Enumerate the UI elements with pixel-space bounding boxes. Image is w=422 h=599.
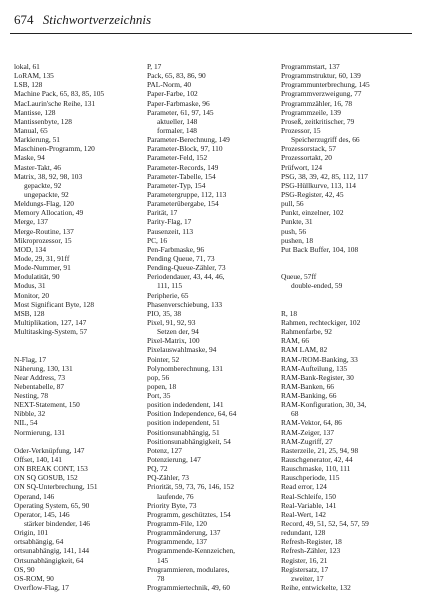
index-entry: RAM-Aufteilung, 135 — [281, 363, 348, 373]
index-entry: Parameter-Records, 149 — [147, 162, 219, 172]
index-entry: gepackte, 92 — [24, 180, 62, 190]
index-entry: Rahmenfarbe, 92 — [281, 327, 332, 337]
index-entry: Position Independence, 64, 64 — [147, 409, 237, 419]
index-entry: Potenz, 127 — [147, 445, 182, 455]
index-entry: Overflow-Flag, 17 — [14, 583, 70, 593]
index-entry: Modus, 31 — [14, 281, 46, 291]
index-entry: RAM-Zugriff, 27 — [281, 436, 333, 446]
index-entry: zweiter, 17 — [291, 573, 324, 583]
index-entry: PAL-Norm, 40 — [147, 80, 192, 90]
index-entry: Positionsunabhängigkeit, 54 — [147, 436, 231, 446]
index-entry: ungepackte, 92 — [24, 189, 69, 199]
index-entry: Mantisse, 128 — [14, 107, 56, 117]
index-entry: Pixelauswahlmaske, 94 — [147, 345, 217, 355]
index-entry: redundant, 128 — [281, 528, 326, 538]
index-entry: Parity-Flag, 17 — [147, 217, 192, 227]
index-entry: Programm, geschütztes, 154 — [147, 509, 231, 519]
index-entry: PSG-Register, 42, 45 — [281, 189, 344, 199]
index-entry: Parameter, 61, 97, 145 — [147, 107, 214, 117]
index-entry: Multiplikation, 127, 147 — [14, 317, 87, 327]
index-entry: Memory Allocation, 49 — [14, 208, 84, 218]
index-entry: Setzen der, 94 — [157, 327, 199, 337]
index-entry: Positionsunabhängig, 51 — [147, 427, 220, 437]
index-entry: Oder-Verknüpfung, 147 — [14, 445, 85, 455]
index-entry: Speicherzugriff des, 66 — [291, 135, 360, 145]
index-entry: formaler, 148 — [157, 125, 197, 135]
index-entry: aktueller, 148 — [157, 116, 198, 126]
index-spacer — [14, 345, 144, 354]
index-entry: Most Significant Byte, 128 — [14, 299, 95, 309]
index-column-3 — [281, 62, 411, 592]
index-spacer — [14, 336, 144, 345]
index-entry: PC, 16 — [147, 235, 168, 245]
index-entry: Register, 16, 21 — [281, 555, 328, 565]
index-entry: Port, 35 — [147, 391, 171, 401]
index-entry: Polynomberechnung, 131 — [147, 363, 223, 373]
index-entry: Mode-Nummer, 91 — [14, 263, 71, 273]
index-entry: MOD, 134 — [14, 244, 47, 254]
index-column-2 — [147, 62, 277, 592]
index-spacer — [14, 437, 144, 446]
index-entry: Proseß, zeitkritischer, 79 — [281, 116, 355, 126]
index-entry: Nibble, 32 — [14, 409, 46, 419]
page-number: 674 — [14, 12, 34, 27]
index-entry: Nebentabelle, 87 — [14, 381, 65, 391]
index-entry: Programmänderung, 137 — [147, 528, 221, 538]
index-entry: PIO, 35, 38 — [147, 308, 182, 318]
index-entry: ON SQ-Unterbrechung, 151 — [14, 482, 98, 492]
index-spacer — [281, 300, 411, 309]
index-entry: Priorität, 59, 73, 76, 146, 152 — [147, 482, 235, 492]
index-entry: Refresh-Register, 18 — [281, 537, 342, 547]
index-spacer — [281, 291, 411, 300]
index-entry: PSG-Hüllkurve, 113, 114 — [281, 180, 356, 190]
index-entry: Parität, 17 — [147, 208, 178, 218]
index-entry: RAM-Vektor, 64, 86 — [281, 418, 342, 428]
index-entry: double-ended, 59 — [291, 281, 343, 291]
index-entry: push, 56 — [281, 226, 307, 236]
index-entry: Queue, 57ff — [281, 272, 317, 282]
index-entry: Offset, 140, 141 — [14, 455, 62, 465]
index-entry: MacLaurin'sche Reihe, 131 — [14, 98, 96, 108]
index-entry: Markierung, 51 — [14, 135, 60, 145]
index-entry: LoRAM, 135 — [14, 71, 54, 81]
index-entry: NIL, 54 — [14, 418, 38, 428]
index-entry: Pending-Queue-Zähler, 73 — [147, 263, 226, 273]
index-entry: RAM LAM, 82 — [281, 345, 328, 355]
index-entry: Rauschgenerator, 42, 44 — [281, 455, 353, 465]
index-entry: LSB, 128 — [14, 80, 43, 90]
index-entry: Registersatz, 17 — [281, 564, 329, 574]
index-entry: 68 — [291, 409, 299, 419]
index-entry: PQ-Zähler, 73 — [147, 473, 189, 483]
index-entry: Put Back Buffer, 104, 108 — [281, 244, 359, 254]
index-entry: Nesting, 78 — [14, 391, 49, 401]
index-entry: Real-Wert, 142 — [281, 509, 326, 519]
index-entry: Refresh-Zähler, 123 — [281, 546, 341, 556]
index-entry: R, 18 — [281, 308, 298, 318]
index-entry: Programmieren, modulares, — [147, 564, 230, 574]
index-entry: MSB, 128 — [14, 308, 45, 318]
index-entry: Monitor, 20 — [14, 290, 50, 300]
index-entry: stärker bindender, 146 — [24, 519, 90, 529]
index-entry: Machine Pack, 65, 83, 85, 105 — [14, 89, 105, 99]
index-entry: Pausenzeit, 113 — [147, 226, 194, 236]
index-entry: Punkt, einzelner, 102 — [281, 208, 344, 218]
index-entry: Phasenverschiebung, 133 — [147, 299, 223, 309]
index-entry: Programmende, 137 — [147, 537, 207, 547]
index-entry: Pack, 65, 83, 86, 90 — [147, 71, 206, 81]
index-entry: Potenzierung, 147 — [147, 455, 201, 465]
index-entry: Programmzähler, 16, 78 — [281, 98, 353, 108]
index-column-1 — [14, 62, 144, 592]
index-entry: Normierung, 131 — [14, 427, 65, 437]
index-entry: Maschinen-Programm, 120 — [14, 144, 95, 154]
index-entry: Prüfwort, 124 — [281, 162, 323, 172]
index-entry: Prozessor, 15 — [281, 125, 321, 135]
index-entry: N-Flag, 17 — [14, 354, 47, 364]
index-entry: Programm-File, 120 — [147, 519, 207, 529]
index-entry: RAM, 66 — [281, 336, 309, 346]
index-entry: 145 — [157, 555, 169, 565]
index-entry: Programmstruktur, 60, 139 — [281, 71, 361, 81]
index-entry: Operator, 145, 146 — [14, 509, 70, 519]
index-entry: 111, 115 — [157, 281, 183, 291]
index-entry: Rahmen, rechteckiger, 102 — [281, 317, 361, 327]
index-entry: Record, 49, 51, 52, 54, 57, 59 — [281, 519, 369, 529]
index-entry: pop, 56 — [147, 372, 170, 382]
index-entry: popen, 18 — [147, 381, 177, 391]
index-entry: RAM-Bank-Register, 30 — [281, 372, 354, 382]
index-entry: Reihe, entwickelte, 132 — [281, 583, 351, 593]
index-entry: Programmunterbrechung, 145 — [281, 80, 370, 90]
index-entry: Operand, 146 — [14, 491, 55, 501]
index-entry: ON BREAK CONT, 153 — [14, 464, 88, 474]
index-entry: Programmstart, 137 — [281, 62, 340, 71]
index-entry: Origin, 101 — [14, 528, 49, 538]
index-entry: Parametergruppe, 112, 113 — [147, 189, 227, 199]
index-entry: Modulatität, 90 — [14, 272, 60, 282]
index-entry: Rasterzeile, 21, 25, 94, 98 — [281, 445, 359, 455]
index-entry: RAM-Zeiger, 137 — [281, 427, 335, 437]
index-entry: Parameter-Typ, 154 — [147, 180, 206, 190]
index-entry: Pen-Farbmaske, 96 — [147, 244, 205, 254]
index-entry: Pointer, 52 — [147, 354, 180, 364]
index-entry: Read error, 124 — [281, 482, 327, 492]
index-entry: Merge, 137 — [14, 217, 48, 227]
index-entry: Maske, 94 — [14, 153, 45, 163]
index-entry: lokal, 61 — [14, 62, 40, 71]
index-entry: pull, 56 — [281, 199, 304, 209]
index-entry: NEXT-Statement, 150 — [14, 400, 80, 410]
index-entry: Real-Variable, 141 — [281, 500, 337, 510]
index-entry: Master-Takt, 46 — [14, 162, 61, 172]
index-entry: Merge-Routine, 137 — [14, 226, 74, 236]
index-entry: Priority Byte, 73 — [147, 500, 197, 510]
index-entry: Manual, 65 — [14, 125, 48, 135]
index-entry: OS, 90 — [14, 564, 35, 574]
index-entry: Mode, 29, 31, 91ff — [14, 253, 70, 263]
index-entry: laufende, 76 — [157, 491, 194, 501]
index-entry: Prozessortakt, 20 — [281, 153, 332, 163]
index-entry: Parameter-Feld, 152 — [147, 153, 208, 163]
index-entry: Punkte, 31 — [281, 217, 313, 227]
index-entry: Parameterübergabe, 154 — [147, 199, 219, 209]
header-rule — [10, 33, 412, 34]
index-entry: Matrix, 38, 92, 98, 103 — [14, 171, 83, 181]
index-entry: 78 — [157, 573, 165, 583]
index-entry: Mantissenbyte, 128 — [14, 116, 72, 126]
index-spacer — [281, 254, 411, 263]
index-entry: Parameter-Block, 97, 110 — [147, 144, 223, 154]
index-entry: Periodendauer, 43, 44, 46, — [147, 272, 225, 282]
index-entry: Prozessorstack, 57 — [281, 144, 337, 154]
index-entry: Paper-Farbe, 102 — [147, 89, 198, 99]
index-entry: Ortsunabhängigkeit, 64 — [14, 555, 84, 565]
index-entry: ortsabhängig, 64 — [14, 537, 64, 547]
index-entry: Pixel, 91, 92, 93 — [147, 317, 196, 327]
index-entry: Programmverzweigung, 77 — [281, 89, 362, 99]
index-entry: RAM-/ROM-Banking, 33 — [281, 354, 358, 364]
index-entry: Operating System, 65, 90 — [14, 500, 90, 510]
index-entry: RAM-Konfiguration, 30, 34, — [281, 400, 367, 410]
index-entry: Paper-Farbmaske, 96 — [147, 98, 210, 108]
index-entry: Parameter-Tabelle, 154 — [147, 171, 216, 181]
index-entry: P, 17 — [147, 62, 162, 71]
index-entry: Multitasking-System, 57 — [14, 327, 88, 337]
index-spacer — [281, 263, 411, 272]
index-entry: Real-Schleife, 150 — [281, 491, 337, 501]
index-entry: Mikroprozessor, 15 — [14, 235, 72, 245]
index-entry: position independent, 51 — [147, 418, 220, 428]
index-entry: Programmiertechnik, 49, 60 — [147, 583, 230, 593]
page-header — [14, 12, 151, 28]
index-entry: Programmende-Kennzeichen, — [147, 546, 236, 556]
index-entry: pushen, 18 — [281, 235, 314, 245]
page-title: Stichwortverzeichnis — [42, 12, 152, 27]
index-entry: OS-ROM, 90 — [14, 573, 54, 583]
index-entry: ON SQ GOSUB, 152 — [14, 473, 78, 483]
index-entry: Näherung, 130, 131 — [14, 363, 73, 373]
index-entry: RAM-Banking, 66 — [281, 391, 337, 401]
index-entry: position indedendent, 141 — [147, 400, 224, 410]
index-entry: Parameter-Berechnung, 149 — [147, 135, 230, 145]
index-entry: PSG, 38, 39, 42, 85, 112, 117 — [281, 171, 368, 181]
index-entry: RAM-Banken, 66 — [281, 381, 334, 391]
index-entry: Pending Queue, 71, 73 — [147, 253, 215, 263]
index-entry: Peripherie, 65 — [147, 290, 189, 300]
index-entry: Near Address, 73 — [14, 372, 66, 382]
index-entry: Pixel-Matrix, 100 — [147, 336, 200, 346]
index-entry: Rauschperiode, 115 — [281, 473, 340, 483]
index-entry: Rauschmaske, 110, 111 — [281, 464, 351, 474]
index-entry: PQ, 72 — [147, 464, 168, 474]
index-entry: Meldungs-Flag, 120 — [14, 199, 74, 209]
index-entry: ortsunabhängig, 141, 144 — [14, 546, 90, 556]
index-entry: Programmzeile, 139 — [281, 107, 341, 117]
